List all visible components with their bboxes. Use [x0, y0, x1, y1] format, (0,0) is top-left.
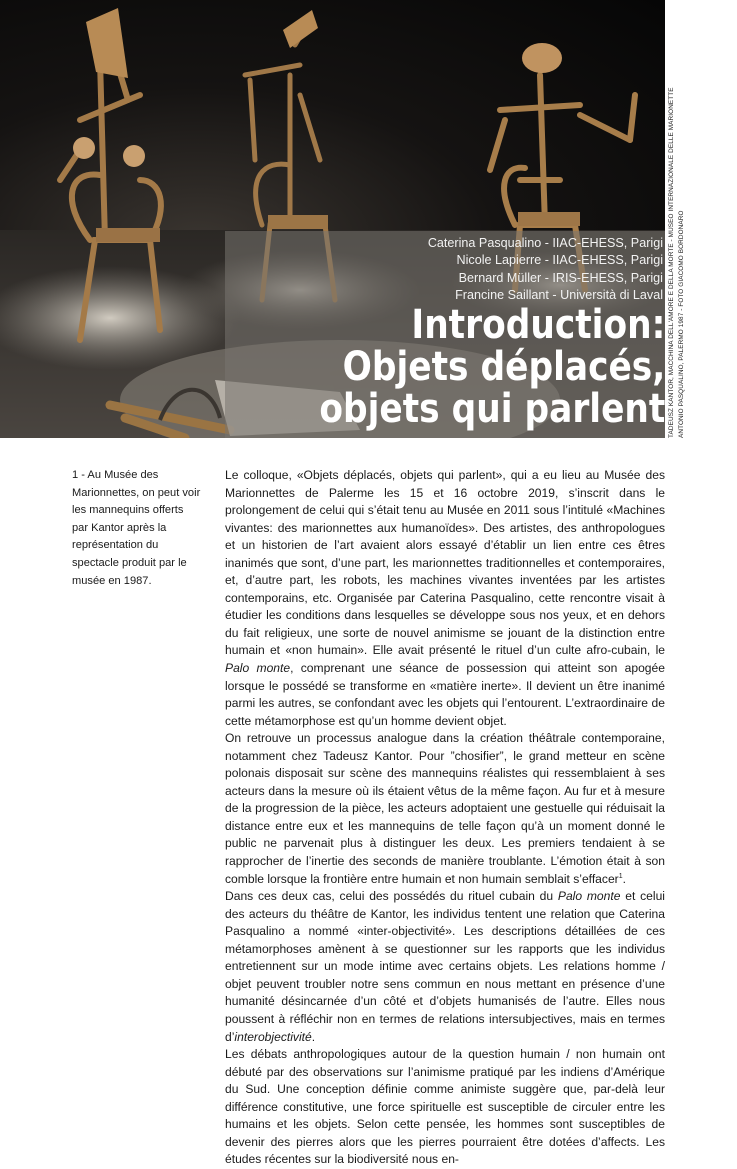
paragraph: [225, 1046, 665, 1169]
sidenote-number: 1: [72, 469, 79, 481]
article-title: [319, 304, 665, 438]
paragraph-text: , comprenant une séance de possession qui atteint son apogée lorsque le possédé se transforme en «matière inerte». Il devient un être inanimé parmi les autres, se confondant avec les objets qui l’entourent. L’extraordinaire de cette métamorphose est qu’un homme devient objet.: [225, 661, 665, 728]
paragraph: [225, 467, 665, 730]
article-body: [225, 467, 665, 1169]
italic-term: Palo monte: [225, 661, 291, 676]
paragraph: [225, 888, 665, 1046]
sidenote-text: - Au Musée des Marionnettes, on peut voir les mannequins offerts par Kantor après la représentation du spectacle produit par le musée en 1987.: [72, 469, 201, 587]
italic-term: interobjectivité: [234, 1029, 312, 1044]
paragraph-text: Dans ces deux cas, celui des possédés du rituel cubain du: [225, 889, 558, 904]
title-line: Objets déplacés,: [342, 344, 665, 390]
paragraph-text: Les débats anthropologiques autour de la question humain / non humain ont débuté par des observations sur l’animisme pratiqué par les indiens d’Amérique du Sud. Une conception définie comme animiste suggère que, par-delà leur différence constitutive, une force spirituelle est susceptible de circuler entre les humains et les objets. Selon cette pensée, les hommes sont susceptibles de devenir des pierres alors que les pierres pourraient être dotées d’affects. Les études récentes sur la biodiversité nous en-: [225, 1047, 665, 1167]
author-line: Bernard Müller - IRIS-EHESS, Parigi: [458, 270, 663, 285]
paragraph-text: .: [311, 1029, 316, 1044]
paragraph-text: et celui des acteurs du théâtre de Kantor, les individus tentent une relation que Caterina Pasqualino a nommé «inter-objectivité». Les descriptions détaillées de ces métamorphoses amènent à se questionner sur les rapports que les individus entretiennent sur un mode intime avec certains objets. Les relations homme / objet peuvent troubler notre sens commun en nous mettant en présence d’une humanité désincarnée d’un côté et d’objets humanisés de l’autre. Elles nous poussent à réfléchir non en termes de relations intersubjectives, mais en termes d’: [225, 889, 665, 1044]
italic-term: Palo monte: [557, 889, 621, 904]
title-line: objets qui parlent: [318, 386, 665, 432]
paragraph-text: On retrouve un processus analogue dans la création théâtrale contemporaine, notamment chez Tadeusz Kantor. Pour ”chosifier”, le grand metteur en scène polonais disposait sur scène des mannequins réalistes qui ressemblaient à ses acteurs dans la mesure où ils étaient vêtus de la même façon. Au fur et à mesure de la progression de la pièce, les acteurs adoptaient une gestuelle qui réduisait la distance entre eux et les mannequins de telle façon qu’à un moment donné le public ne parvenait plus à distinguer les deux. Les premiers tendaient à se rapprocher de l’inertie des seconds de manière troublante. L’émotion était à son comble lorsque la frontière entre humain et non humain semblait s’effacer: [225, 731, 665, 886]
sidenote: [72, 467, 202, 590]
author-line: Nicole Lapierre - IIAC-EHESS, Parigi: [456, 253, 663, 268]
paragraph-text: Le colloque, «Objets déplacés, objets qui parlent», qui a eu lieu au Musée des Marionnettes de Palerme les 15 et 16 octobre 2019, s’inscrit dans le prolongement de celui qui s’était tenu au Musée en 2011 sous l’intitulé «Machines vivantes: des marionnettes aux humanoïdes». Des artistes, des anthropologues et un historien de l’art avaient alors essayé d’établir un lien entre ces êtres inanimés que sont, d’une part, les marionnettes traditionnelles et contemporaires, et, d’autre part, les robots, les machines vivantes inventées par les artistes contemporains, etc. Organisée par Caterina Pasqualino, cette rencontre visait à étudier les conditions dans lesquelles se développe sous nos yeux, et en dehors du fait religieux, une sorte de nouvel animisme se jouant de la distinction entre humain et «non humain». Elle avait présenté le rituel d’un culte afro-cubain, le: [225, 468, 665, 658]
footnote-ref: 1: [618, 872, 623, 880]
author-line: Francine Saillant - Università di Laval: [455, 288, 663, 303]
photo-credit-line: TADEUSZ KANTOR, MACCHINA DELL'AMORE E DELLA MORTE - MUSEO INTERNAZIONALE DELLE MARIONETTE: [668, 87, 675, 438]
paragraph: [225, 730, 665, 888]
photo-credit-line: ANTONIO PASQUALINO, PALERMO 1987 - FOTO GIACOMO BORDONARO: [678, 210, 685, 438]
author-line: Caterina Pasqualino - IIAC-EHESS, Parigi: [427, 236, 663, 250]
photo-credit: [667, 0, 687, 438]
paragraph-text: .: [622, 871, 626, 886]
title-line: Introduction:: [411, 304, 665, 348]
author-list: [428, 235, 663, 305]
